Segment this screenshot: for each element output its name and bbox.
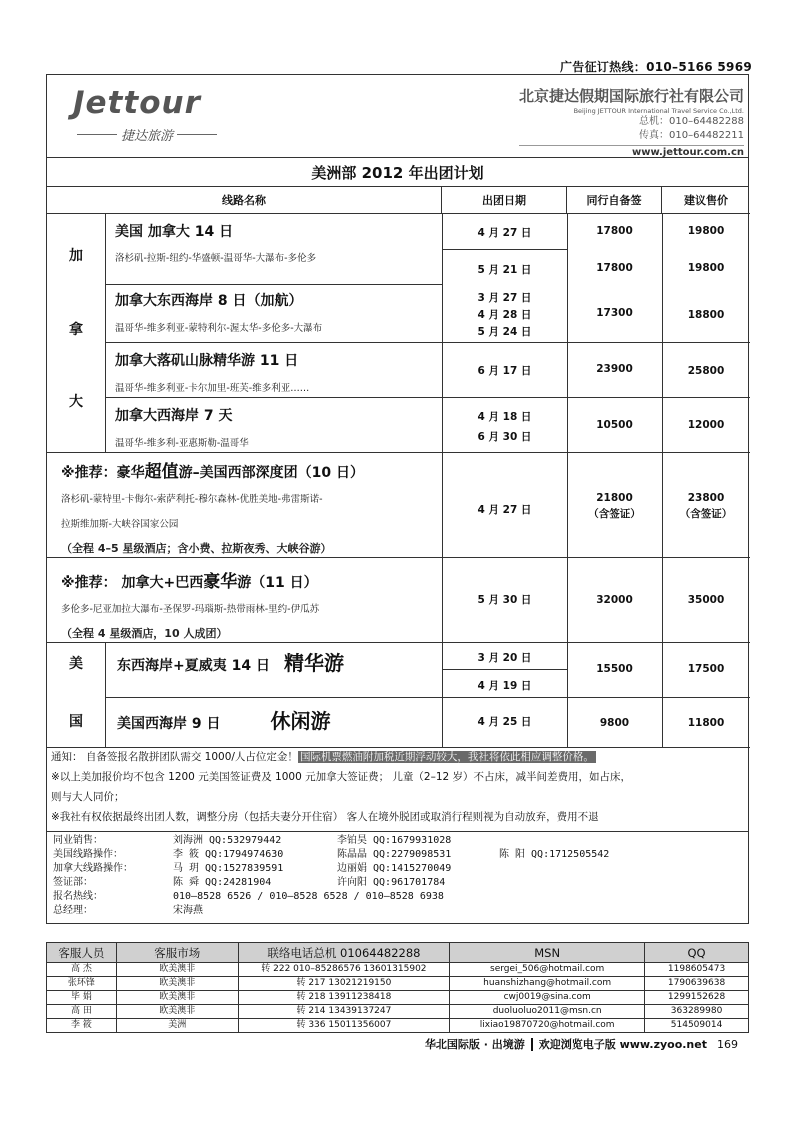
page-footer xyxy=(425,1036,738,1052)
contact: 李铂昊 QQ:1679931028 xyxy=(337,835,452,846)
route-row xyxy=(115,290,322,334)
company-name-en: Beijing JETTOUR International Travel Service Co.,Ltd. xyxy=(573,107,744,115)
contact: 陈晶晶 QQ:2279098531 xyxy=(337,849,452,860)
net-price: 10500 xyxy=(596,419,633,431)
company-name: 北京捷达假期国际旅行社有限公司 xyxy=(518,87,744,105)
route-row xyxy=(115,221,316,264)
route-tag: 休闲游 xyxy=(270,709,331,733)
route-title: 加拿大西海岸 7 天 xyxy=(115,408,233,424)
route-cities: 多伦多-尼亚加拉大瀑布-圣保罗-玛瑙斯-热带雨林-里约-伊瓜苏 xyxy=(61,604,320,615)
net-price: 17800 xyxy=(596,262,633,274)
booking-hotline: 010–8528 6526 / 010–8528 6528 / 010–8528 6938 xyxy=(173,891,444,902)
contact: 陈 阳 QQ:1712505542 xyxy=(499,849,610,860)
contact: 边丽娟 QQ:1415270049 xyxy=(337,863,452,874)
region-usa-2: 国 xyxy=(69,714,83,730)
visa-note: ※以上美加报价均不包含 1200 元美国签证费及 1000 元加拿大签证费； 儿童（2–12 岁）不占床，减半间差费用，如占床， xyxy=(51,771,632,783)
route-row xyxy=(115,405,249,449)
departure-date: 4 月 27 日 xyxy=(477,504,532,516)
jettour-logo xyxy=(73,85,223,147)
departure-date: 5 月 30 日 xyxy=(477,594,532,606)
route-title: 加拿大落矶山脉精华游 11 日 xyxy=(115,353,299,369)
phone-fax: 传真：010–64482211 xyxy=(639,130,744,141)
table-row: 毕 娟 欧美澳非 转 218 13911238418 cwj0019@sina.com 1299152628 xyxy=(47,991,749,1005)
net-price: 17800 xyxy=(596,225,633,237)
itinerary-frame xyxy=(46,74,749,924)
table-row: 李 筱 美洲 转 336 15011356007 lixiao19870720@hotmail.com 514509014 xyxy=(47,1019,749,1033)
table-row: 高 田 欧美澳非 转 214 13439137247 duoluoluo2011@msn.cn 363289980 xyxy=(47,1005,749,1019)
route-row xyxy=(61,457,364,556)
retail-price: 23800 （含签证） xyxy=(679,492,733,520)
header xyxy=(47,75,748,157)
net-price: 17300 xyxy=(596,307,633,319)
route-title: ※推荐： 加拿大+巴西豪华游（11 日） xyxy=(61,572,318,592)
departure-dates: 3 月 27 日 4 月 28 日 5 月 24 日 xyxy=(477,292,532,338)
cs-header: QQ xyxy=(645,943,749,963)
col-header-route: 线路名称 xyxy=(47,187,442,214)
cs-header: 联络电话总机 01064482288 xyxy=(238,943,450,963)
net-price: 32000 xyxy=(596,594,633,606)
cs-header: 客服人员 xyxy=(47,943,117,963)
retail-price: 25800 xyxy=(687,365,725,377)
fuel-surcharge-notice: 国际机票燃油附加税近期浮动较大，我社将依此相应调整价格。 xyxy=(299,751,594,763)
region-usa-1: 美 xyxy=(69,656,83,672)
retail-price: 11800 xyxy=(687,717,725,729)
footer-edition: 华北国际版 · 出境游 xyxy=(424,1038,525,1051)
retail-price: 18800 xyxy=(687,309,725,321)
col-header-net: 同行自备签 xyxy=(567,187,662,214)
route-cities: 洛杉矶-蒙特里-卡侮尔-索萨利托-穆尔森林-优胜美地-弗雷斯诺- xyxy=(61,494,323,505)
footer-website[interactable]: 欢迎浏览电子版 www.zyoo.net xyxy=(538,1038,707,1051)
departure-date: 5 月 21 日 xyxy=(477,264,532,276)
route-cities: 拉斯维加斯-大峡谷国家公园 xyxy=(61,519,179,530)
departure-dates: 4 月 18 日 6 月 30 日 xyxy=(477,411,532,443)
route-title: 加拿大东西海岸 8 日（加航） xyxy=(115,293,303,309)
retail-price: 17500 xyxy=(687,663,725,675)
departure-date: 4 月 27 日 xyxy=(477,227,532,239)
route-row xyxy=(117,705,331,734)
col-header-price: 建议售价 xyxy=(662,187,750,214)
phone-main: 总机：010–64482288 xyxy=(639,116,744,127)
page-number: 169 xyxy=(717,1037,738,1051)
net-price: 15500 xyxy=(596,663,633,675)
route-title: 东西海岸+夏威夷 14 日 xyxy=(117,658,270,674)
visa-note-cont: 则与大人同价； xyxy=(51,791,125,803)
net-price: 23900 xyxy=(596,363,633,375)
route-tag: 精华游 xyxy=(283,651,344,675)
logo-wordmark: Jettour xyxy=(73,85,201,121)
route-cities: 温哥华-维多利-亚惠斯勒-温哥华 xyxy=(115,438,249,449)
region-canada-1: 加 xyxy=(69,248,83,264)
departure-date: 4 月 19 日 xyxy=(477,680,532,692)
route-row xyxy=(115,350,309,394)
route-cities: 温哥华-维多利亚-蒙特利尔-渥太华-多伦多-大瀑布 xyxy=(115,323,323,334)
retail-price: 35000 xyxy=(687,594,725,606)
table-row: 张环锋 欧美澳非 转 217 13021219150 huanshizhang@hotmail.com 1790639638 xyxy=(47,977,749,991)
logo-subtitle: 捷达旅游 xyxy=(77,125,217,144)
departure-date: 3 月 20 日 xyxy=(477,652,532,664)
retail-price: 19800 xyxy=(687,225,725,237)
col-header-date: 出团日期 xyxy=(442,187,567,214)
cs-header: 客服市场 xyxy=(116,943,238,963)
route-cities: 洛杉矶-拉斯-纽约-华盛顿-温哥华-大瀑布-多伦多 xyxy=(115,253,317,264)
route-note: （全程 4–5 星级酒店；含小费、拉斯夜秀、大峡谷游） xyxy=(61,542,332,555)
route-title: 美国西海岸 9 日 xyxy=(117,716,221,732)
route-title: 美国 加拿大 14 日 xyxy=(115,224,234,240)
net-price: 9800 xyxy=(599,717,630,729)
departure-date: 4 月 25 日 xyxy=(477,716,532,728)
contact: 刘海洲 QQ:532979442 xyxy=(173,835,282,846)
company-info xyxy=(519,85,744,158)
customer-service-table xyxy=(46,942,749,1033)
page-title: 美洲部 2012 年出团计划 xyxy=(47,157,748,187)
contact: 许向阳 QQ:961701784 xyxy=(337,877,446,888)
region-canada-3: 大 xyxy=(69,394,83,410)
ad-hotline: 广告征订热线：010–5166 5969 xyxy=(559,60,752,74)
route-row xyxy=(117,647,344,676)
company-website[interactable]: www.jettour.com.cn xyxy=(519,145,744,158)
notice-line: 通知： 自备签报名散拼团队需交 1000/人占位定金！ 国际机票燃油附加税近期浮动较大，我社将依此相应调整价格。 xyxy=(51,751,594,763)
retail-price: 12000 xyxy=(687,419,725,431)
region-canada-2: 拿 xyxy=(69,322,83,338)
table-row: 高 杰 欧美澳非 转 222 010–85286576 13601315902 sergei_506@hotmail.com 1198605473 xyxy=(47,963,749,977)
net-price: 21800 （含签证） xyxy=(588,492,641,520)
route-note: （全程 4 星级酒店，10 人成团） xyxy=(61,627,228,640)
retail-price: 19800 xyxy=(687,262,725,274)
contact: 李 筱 QQ:1794974630 xyxy=(173,849,284,860)
contact: 陈 舜 QQ:24281904 xyxy=(173,877,272,888)
route-row xyxy=(61,567,319,641)
departure-date: 6 月 17 日 xyxy=(477,365,532,377)
general-manager: 宋海燕 xyxy=(173,905,203,916)
cs-header: MSN xyxy=(450,943,645,963)
contacts-section: 同业销售： 美国线路操作： 加拿大线路操作： 签证部： 报名热线： 总经理： 刘海洲 QQ:532979442 李铂昊 QQ:1679931028 李 筱 QQ:1794974630 陈晶晶 QQ:2279098531 陈 阳 QQ:1712505542 马 玥 QQ:1527839591 边丽娟 QQ:1415270049 陈 舜 QQ:24281904 许向阳 QQ:961701784 010–8528 6526 / 010–8528 6528 / 010–8528 6938 宋海燕 xyxy=(47,831,748,925)
route-cities: 温哥华-维多利亚-卡尔加里-班芙-维多利亚…… xyxy=(115,383,310,394)
route-title: ※推荐：豪华超值游–美国西部深度团（10 日） xyxy=(61,462,364,482)
contact: 马 玥 QQ:1527839591 xyxy=(173,863,284,874)
rooming-note: ※我社有权依据最终出团人数，调整分房（包括夫妻分开住宿） 客人在境外脱团或取消行程则视为自动放弃，费用不退 xyxy=(51,811,599,823)
notes-section xyxy=(47,747,748,831)
